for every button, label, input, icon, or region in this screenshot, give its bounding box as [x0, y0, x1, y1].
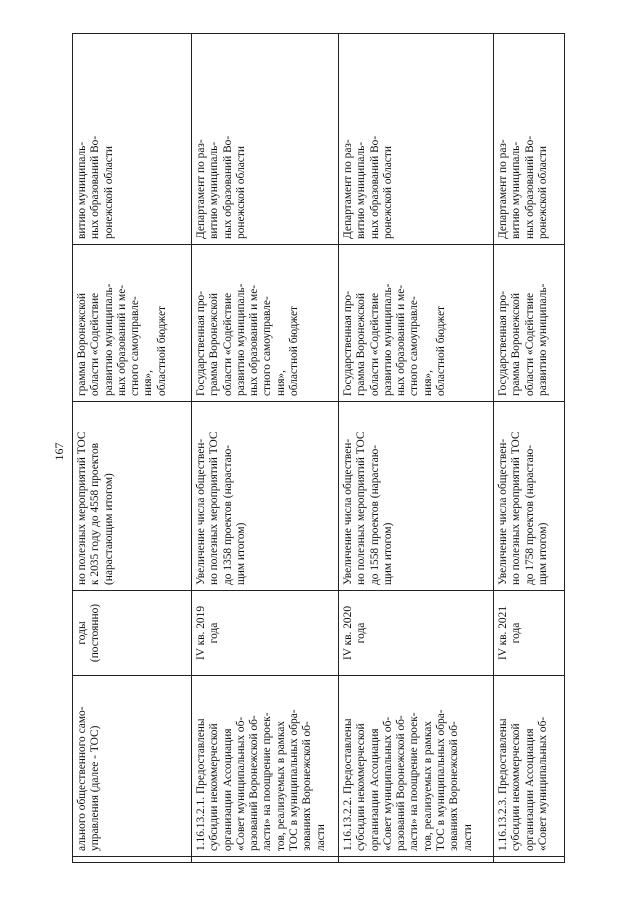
program-cell: Государственная про- грамма Воронежской области «Содействие развитию муниципаль-	[494, 245, 565, 402]
executor-cell: витию муниципаль- ных образований Во- ронежской области	[73, 34, 192, 245]
table-row	[494, 34, 565, 863]
executor-cell: Департамент по раз- витию муниципаль- ных образований Во- ронежской области	[339, 34, 494, 245]
program-cell: грамма Воронежской области «Содействие развитию муниципаль- ных образований и ме- стного самоуправле- ния», областной бюджет	[73, 245, 192, 402]
table-cell-blank	[339, 857, 494, 863]
table-row	[73, 34, 192, 863]
term-cell: IV кв. 2020 года	[339, 591, 494, 676]
result-cell: Увеличение числа обществен- но полезных мероприятий ТОС до 1358 проектов (нарастаю- щим итогом)	[192, 402, 339, 591]
page-number: 167	[52, 442, 66, 461]
executor-cell: Департамент по раз- витию муниципаль- ных образований Во- ронежской области	[494, 34, 565, 245]
measure-cell: 1.16.13.2.1. Предоставлены субсидии некоммерческой организации Ассоциация «Совет муниципальных об- разований Воронежской об- ласти» на поощрение проек- тов, реализуемых в рамках ТОС в муниципальных обра- зованиях Воронежской об- ласти	[192, 676, 339, 857]
term-cell: IV кв. 2021 года	[494, 591, 565, 676]
term-cell: IV кв. 2019 года	[192, 591, 339, 676]
measure-cell: ального общественного само- управления (далее - ТОС)	[73, 676, 192, 857]
table-cell-blank	[494, 857, 565, 863]
term-cell: годы (постоянно)	[73, 591, 192, 676]
result-cell: Увеличение числа обществен- но полезных мероприятий ТОС до 1558 проектов (нарастаю- щим итогом)	[339, 402, 494, 591]
table-row	[339, 34, 494, 863]
result-cell: Увеличение числа обществен- но полезных мероприятий ТОС до 1758 проектов (нарастаю- щим итогом)	[494, 402, 565, 591]
table-cell-blank	[73, 857, 192, 863]
result-cell: но полезных мероприятий ТОС к 2035 году до 4558 проектов (нарастающим итогом)	[73, 402, 192, 591]
measure-cell: 1.16.13.2.3. Предоставлены субсидии некоммерческой организации Ассоциация «Совет муниципальных об-	[494, 676, 565, 857]
program-cell: Государственная про- грамма Воронежской области «Содействие развитию муниципаль- ных образований и ме- стного самоуправле- ния», областной бюджет	[339, 245, 494, 402]
table-row	[192, 34, 339, 863]
executor-cell: Департамент по раз- витию муниципаль- ных образований Во- ронежской области	[192, 34, 339, 245]
measure-cell: 1.16.13.2.2. Предоставлены субсидии некоммерческой организации Ассоциация «Совет муниципальных об- разований Воронежской об- ласти» на поощрение проек- тов, реализуемых в рамках ТОС в муниципальных обра- зованиях Воронежской об- ласти	[339, 676, 494, 857]
table-cell-blank	[192, 857, 339, 863]
measures-table	[72, 33, 565, 863]
program-cell: Государственная про- грамма Воронежской области «Содействие развитию муниципаль- ных образований и ме- стного самоуправле- ния», областной бюджет	[192, 245, 339, 402]
